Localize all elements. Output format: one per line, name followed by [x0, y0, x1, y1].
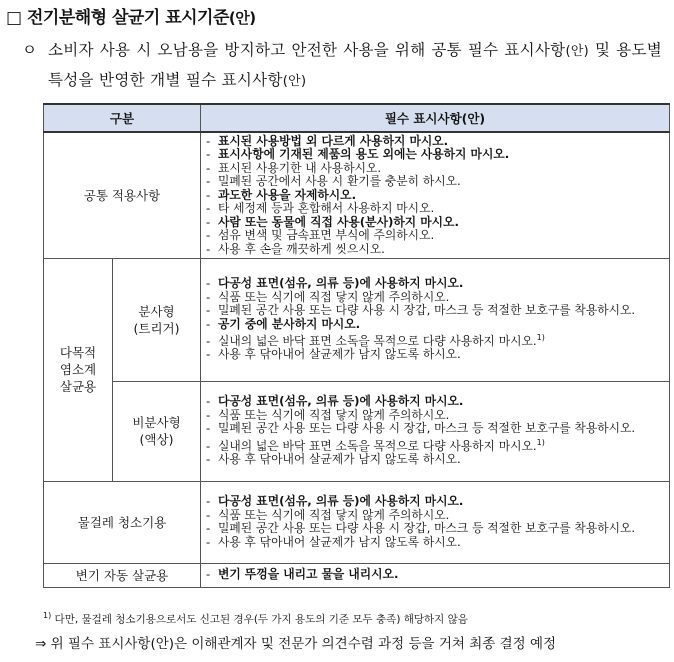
intro-bullet: ㅇ	[22, 41, 37, 59]
list-item: - 다공성 표면(섬유, 의류 등)에 사용하지 마시오.	[206, 276, 464, 291]
list-item: - 실내의 넓은 바닥 표면 소독을 목적으로 다량 사용하지 마시오.$^{1)}$	[206, 333, 545, 348]
page-title	[6, 3, 256, 28]
header-category: 구분	[44, 104, 201, 132]
list-item: - 밀폐된 공간 사용 또는 다량 사용 시 장갑, 마스크 등 적절한 보호구를 착용하시오.	[206, 521, 636, 535]
list-item: - 실내의 넓은 바닥 표면 소독을 목적으로 다량 사용하지 마시오.$^{1)}$	[206, 437, 545, 453]
list-item: - 표시사항에 기재된 제품의 용도 외에는 사용하지 마시오.	[206, 147, 510, 161]
items-spray	[201, 258, 670, 381]
intro-text-part2: 및 용도별 특성을 반영한 개별 필수 표시사항	[48, 41, 663, 89]
subcategory-spray-line1: 분사형	[138, 303, 175, 319]
category-multipurpose-line3: 살균용	[59, 379, 97, 394]
category-toilet: 변기 자동 살균용	[44, 563, 201, 587]
category-multipurpose-line1: 다목적	[59, 345, 97, 360]
list-item: - 표시된 사용방법 외 다르게 사용하지 마시오.	[206, 133, 449, 148]
subcategory-spray	[113, 258, 201, 381]
list-item: - 다공성 표면(섬유, 의류 등)에 사용하지 마시오.	[206, 494, 464, 508]
list-item: - 변기 뚜껑을 내리고 물을 내리시오.	[206, 567, 399, 582]
category-common: 공통 적용사항	[44, 132, 201, 258]
list-item: - 다공성 표면(섬유, 의류 등)에 사용하지 마시오.	[206, 394, 464, 409]
list-item: - 밀폐된 공간에서 사용 시 환기를 충분히 하시오.	[206, 174, 461, 188]
list-item: - 섬유 변색 및 금속표면 부식에 주의하시오.	[206, 228, 435, 242]
footnote	[43, 611, 468, 627]
category-mop: 물걸레 청소기용	[44, 481, 201, 563]
header-requirements: 필수 표시사항(안)	[201, 104, 670, 132]
list-item: - 사용 후 닦아내어 살균제가 남지 않도록 하시오.	[206, 534, 461, 549]
items-toilet	[201, 563, 670, 587]
list-item: - 사용 후 닦아내어 살균제가 남지 않도록 하시오.	[206, 452, 461, 467]
list-item: - 사용 후 닦아내어 살균제가 남지 않도록 하시오.	[206, 347, 461, 362]
list-item: - 사람 또는 동물에 직접 사용(분사)하지 마시오.	[206, 214, 459, 229]
footnote-ref: 1)	[536, 437, 545, 447]
list-item: - 타 세정제 등과 혼합해서 사용하지 마시오.	[206, 201, 435, 215]
requirements-table	[43, 103, 670, 588]
category-multipurpose-line2: 염소계	[59, 362, 97, 377]
table-row-common	[44, 132, 670, 258]
table-row-liquid	[44, 381, 670, 481]
list-item: - 밀폐된 공간 사용 또는 다량 사용 시 장갑, 마스크 등 적절한 보호구를 착용하시오.	[206, 303, 636, 318]
footnote-ref: 1)	[536, 333, 545, 343]
intro-paragraph	[22, 36, 662, 96]
table-row-mop	[44, 481, 670, 563]
list-item: - 식품 또는 식기에 직접 닿지 않게 주의하시오.	[206, 289, 450, 304]
items-liquid	[201, 381, 670, 481]
list-item: - 공기 중에 분사하지 마시오.	[206, 316, 361, 331]
subcategory-liquid-line1: 비분사형	[132, 415, 181, 430]
intro-text-part1: 소비자 사용 시 오남용을 방지하고 안전한 사용을 위해 공통 필수 표시사항	[48, 41, 566, 59]
title-suffix: (안)	[228, 9, 256, 27]
table-row-toilet	[44, 563, 670, 587]
intro-small2: (안)	[282, 74, 307, 89]
title-text: □ 전기분해형 살균기 표시기준	[6, 8, 229, 28]
footnote-text: 다만, 물걸레 청소기용으로서도 신고된 경우(두 가지 용도의 기준 모두 충족) 해당하지 않음	[51, 613, 468, 626]
subcategory-spray-line2: (트리거)	[133, 320, 180, 336]
list-item: - 식품 또는 식기에 직접 닿지 않게 주의하시오.	[206, 407, 450, 422]
items-common	[201, 132, 670, 258]
footnote-mark: 1)	[43, 611, 52, 620]
list-item: - 밀폐된 공간 사용 또는 다량 사용 시 장갑, 마스크 등 적절한 보호구를 착용하시오.	[206, 421, 636, 436]
intro-text	[48, 36, 662, 96]
intro-small1: (안)	[565, 44, 590, 59]
list-item: - 사용 후 손을 깨끗하게 씻으시오.	[206, 241, 385, 256]
final-note: ⇒ 위 필수 표시사항(안)은 이해관계자 및 전문가 의견수렴 과정 등을 거쳐 최종 결정 예정	[35, 636, 557, 652]
list-item: - 과도한 사용을 자제하시오.	[206, 187, 357, 202]
items-mop	[201, 481, 670, 563]
list-item: - 표시된 사용기한 내 사용하시오.	[206, 160, 382, 175]
subcategory-liquid-line2: (액상)	[139, 432, 174, 447]
list-item: - 식품 또는 식기에 직접 닿지 않게 주의하시오.	[206, 507, 450, 522]
table-header-row	[44, 104, 670, 132]
subcategory-liquid	[113, 381, 201, 481]
table-row-spray	[44, 258, 670, 381]
category-multipurpose	[44, 258, 113, 481]
